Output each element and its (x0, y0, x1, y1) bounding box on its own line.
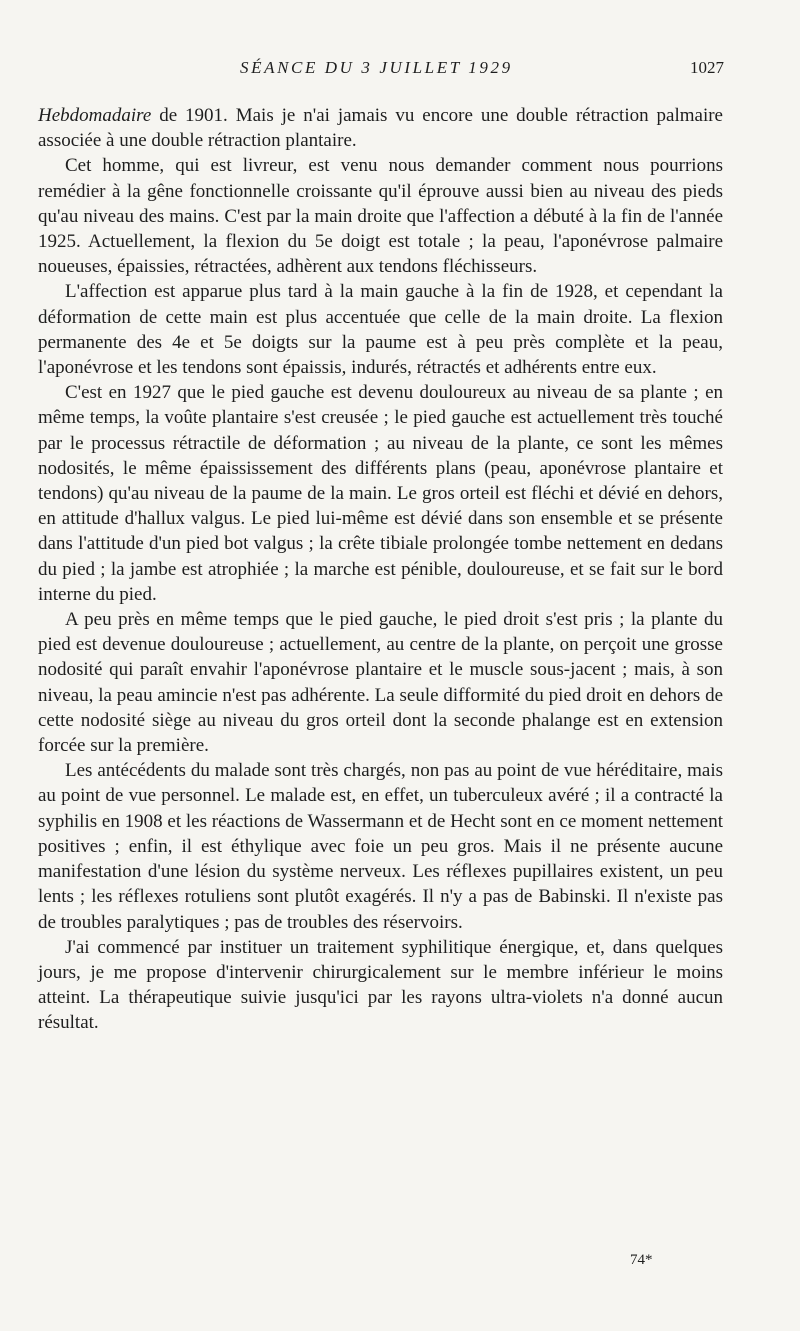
page-header (240, 58, 724, 84)
page-number: 1027 (690, 58, 724, 77)
signature-mark: 74* (630, 1252, 653, 1268)
running-head: SÉANCE DU 3 JUILLET 1929 (240, 58, 513, 77)
paragraph: C'est en 1927 que le pied gauche est devenu douloureux au niveau de sa plante ; en même temps, la voûte plantaire s'est creusée ; le pied gauche est actuellement très touché par le processus rétractile de déformation ; au niveau de la plante, ce sont les mêmes nodosités, le même épaississement des différents plans (peau, aponévrose plantaire et tendons) qu'au niveau de la paume de la main. Le gros orteil est fléchi et dévié en dehors, en attitude d'hallux valgus. Le pied lui-même est dévié dans son ensemble et se présente dans l'attitude d'un pied bot valgus ; la crête tibiale prolongée tombe nettement en dedans du pied ; la jambe est atrophiée ; la marche est pénible, douloureuse, et se fait sur le bord interne du pied. (38, 382, 723, 605)
paragraph: Cet homme, qui est livreur, est venu nous demander comment nous pourrions remédier à la gêne fonctionnelle croissante qu'il éprouve aussi bien au niveau des pieds qu'au niveau des mains. C'est par la main droite que l'affection a débuté à la fin de l'année 1925. Actuellement, la flexion du 5e doigt est totale ; la peau, l'aponévrose palmaire noueuses, épaissies, rétractées, adhèrent aux tendons fléchisseurs. (38, 155, 723, 278)
paragraph-text: de 1901. Mais je n'ai jamais vu encore une double rétraction palmaire associée à une double rétraction plantaire. (38, 105, 723, 152)
italic-journal-name: Hebdomadaire (38, 105, 152, 126)
paragraph: J'ai commencé par instituer un traitement syphilitique énergique, et, dans quelques jours, je me propose d'intervenir chirurgicalement sur le membre inférieur le moins atteint. La thérapeutique suivie jusqu'ici par les rayons ultra-violets n'a donné aucun résultat. (38, 936, 723, 1034)
paragraph-continuation (38, 103, 723, 153)
paragraph: L'affection est apparue plus tard à la main gauche à la fin de 1928, et cependant la déformation de cette main est plus accentuée que celle de la main droite. La flexion permanente des 4e et 5e doigts sur la paume est à peu près complète et la peau, l'aponévrose et les tendons sont épaissis, indurés, rétractés et adhérents entre eux. (38, 281, 723, 379)
paragraph: Les antécédents du malade sont très chargés, non pas au point de vue héréditaire, mais au point de vue personnel. Le malade est, en effet, un tuberculeux avéré ; il a contracté la syphilis en 1908 et les réactions de Wassermann et de Hecht sont en ce moment nettement positives ; enfin, il est éthylique avec foie un peu gros. Mais il ne présente aucune manifestation d'une lésion du système nerveux. Les réflexes pupillaires existent, un peu lents ; les réflexes rotuliens sont plutôt exagérés. Il n'y a pas de Babinski. Il n'existe pas de troubles paralytiques ; pas de troubles des réservoirs. (38, 760, 723, 933)
article-body (38, 103, 723, 1036)
paragraph: A peu près en même temps que le pied gauche, le pied droit s'est pris ; la plante du pied est devenue douloureuse ; actuellement, au centre de la plante, on perçoit une grosse nodosité qui paraît envahir l'aponévrose plantaire et le muscle sous-jacent ; mais, à son niveau, la peau amincie n'est pas adhérente. La seule difformité du pied droit en dehors de cette nodosité siège au niveau du gros orteil dont la seconde phalange est en extension forcée sur la première. (38, 609, 723, 757)
